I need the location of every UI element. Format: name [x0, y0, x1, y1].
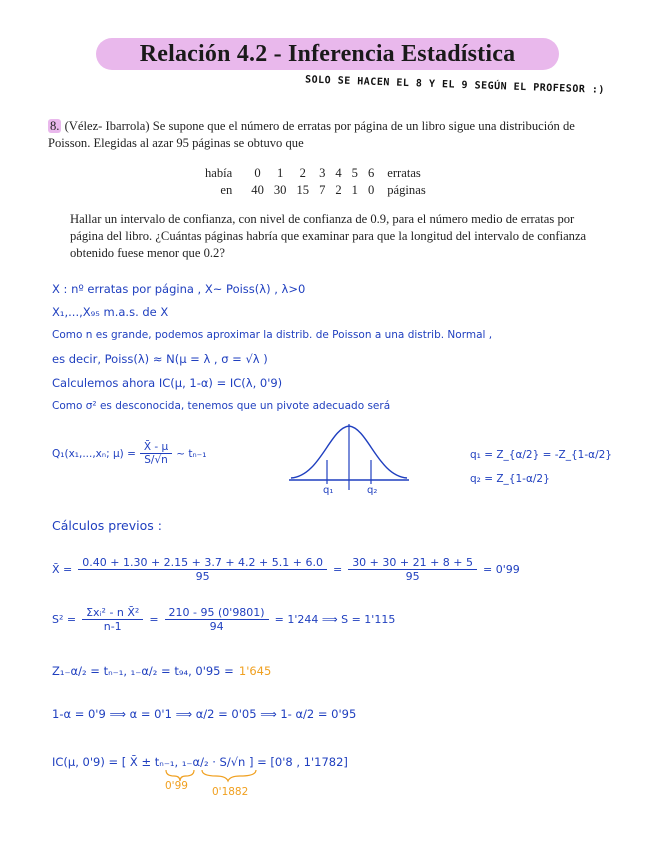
pivot-right: ~ tₙ₋₁: [176, 447, 207, 460]
alpha-line: 1-α = 0'9 ⟹ α = 0'1 ⟹ α/2 = 0'05 ⟹ 1- α/2 = 0'95: [52, 707, 357, 721]
quantile-line: [52, 660, 271, 679]
table-cell: 40: [251, 183, 264, 197]
solution-line-1: X : nº erratas por página , X~ Poiss(λ) , λ>0: [52, 282, 306, 296]
pivot-denominator: S/√n: [144, 454, 168, 466]
xbar-fraction: [78, 556, 327, 583]
table-cell: 2: [335, 183, 342, 197]
s2-calc: [52, 606, 395, 633]
s2-numerator-2: 210 - 95 (0'9801): [165, 606, 269, 620]
table-cell: 7: [319, 183, 326, 197]
table-cell: 0: [254, 166, 261, 180]
problem-text: (Vélez- Ibarrola) Se supone que el número de erratas por página de un libro sigue una distribución de Poisson. Elegidas al azar 95 páginas se obtuvo que: [48, 119, 575, 150]
solution-line-6: Como σ² es desconocida, tenemos que un pivote adecuado será: [52, 400, 391, 412]
s2-result: = 1'244 ⟹ S = 1'115: [274, 613, 396, 626]
s2-fraction: [82, 606, 143, 633]
table-cell: 0: [367, 183, 375, 197]
s2-numerator: Σxᵢ² - n X̄²: [82, 606, 143, 620]
xbar-result: = 0'99: [483, 563, 520, 576]
table-cell: 2: [299, 166, 306, 180]
table-row-errors: [200, 165, 431, 182]
quantile-value: 1'645: [238, 664, 272, 678]
row-label: había: [205, 166, 233, 180]
s2-equals: =: [149, 613, 159, 626]
solution-line-5: Calculemos ahora IC(μ, 1-α) = IC(λ, 0'9): [52, 376, 283, 390]
table-row-pages: [200, 182, 431, 199]
ic-xbar-note: 0'99: [165, 780, 188, 792]
xbar-denominator: 95: [195, 570, 210, 583]
q1-equation: q₁ = Z_{α/2} = -Z_{1-α/2}: [470, 449, 612, 461]
q2-equation: q₂ = Z_{1-α/2}: [470, 473, 550, 485]
confidence-interval: IC(μ, 0'9) = [ X̄ ± tₙ₋₁, ₁₋α/₂ · S/√n ] = [0'8 , 1'1782]: [52, 755, 348, 769]
table-cell: 1: [277, 166, 284, 180]
pivot-left: Q₁(x₁,...,xₙ; μ) =: [52, 447, 136, 460]
xbar-numerator: 0.40 + 1.30 + 2.15 + 3.7 + 4.2 + 5.1 + 6.0: [78, 556, 327, 570]
solution-line-2: X₁,...,X₉₅ m.a.s. de X: [52, 305, 169, 319]
xbar-calc: [52, 556, 520, 583]
table-cell: 1: [351, 183, 358, 197]
s2-denominator-2: 94: [209, 620, 224, 633]
data-table: [200, 165, 431, 199]
normal-curve-sketch: [285, 420, 415, 500]
page-title: Relación 4.2 - Inferencia Estadística: [139, 40, 516, 67]
xbar-fraction-2: [348, 556, 477, 583]
table-cell: 5: [351, 166, 358, 180]
s2-fraction-2: [165, 606, 269, 633]
xbar-equals: =: [332, 563, 343, 576]
row-end-label: erratas: [387, 166, 421, 180]
problem-question: Hallar un intervalo de confianza, con nivel de confianza de 0.9, para el número medio de erratas por página del libro. ¿Cuántas páginas habría que examinar para que la longitud del intervalo de confianza obtenido fuese menor que 0.2?: [70, 212, 587, 260]
row-label: en: [220, 183, 233, 197]
s2-lhs: S² =: [52, 613, 77, 626]
margin-brace: [202, 770, 256, 781]
calc-title: Cálculos previos :: [52, 518, 162, 533]
solution-line-3: Como n es grande, podemos aproximar la distrib. de Poisson a una distrib. Normal ,: [52, 329, 493, 341]
solution-line-4: es decir, Poiss(λ) ≈ N(μ = λ , σ = √λ ): [52, 352, 268, 366]
xbar-numerator-2: 30 + 30 + 21 + 8 + 5: [348, 556, 477, 570]
table-cell: 30: [273, 183, 287, 197]
q1-label: q₁: [323, 485, 334, 496]
handwritten-note: SOLO SE HACEN EL 8 Y EL 9 SEGÚN EL PROFESOR :): [304, 74, 606, 96]
row-end-label: páginas: [387, 183, 426, 197]
pivot-numerator: X̄ - μ: [140, 441, 172, 454]
q2-label: q₂: [367, 485, 378, 496]
xbar-denominator-2: 95: [405, 570, 420, 583]
table-cell: 15: [296, 183, 310, 197]
table-cell: 3: [319, 166, 326, 180]
table-cell: 6: [367, 166, 375, 180]
quantile-expression: Z₁₋α/₂ = tₙ₋₁, ₁₋α/₂ = t₉₄, 0'95 =: [52, 664, 234, 678]
ic-margin-note: 0'1882: [212, 786, 249, 798]
xbar-lhs: X̄ =: [52, 563, 73, 576]
s2-denominator: n-1: [103, 620, 122, 633]
problem-statement: [48, 118, 608, 152]
pivot-formula: [52, 441, 206, 466]
pivot-fraction: [140, 441, 172, 466]
problem-number: 8.: [50, 119, 60, 133]
title-highlight: [96, 38, 559, 70]
table-cell: 4: [335, 166, 342, 180]
